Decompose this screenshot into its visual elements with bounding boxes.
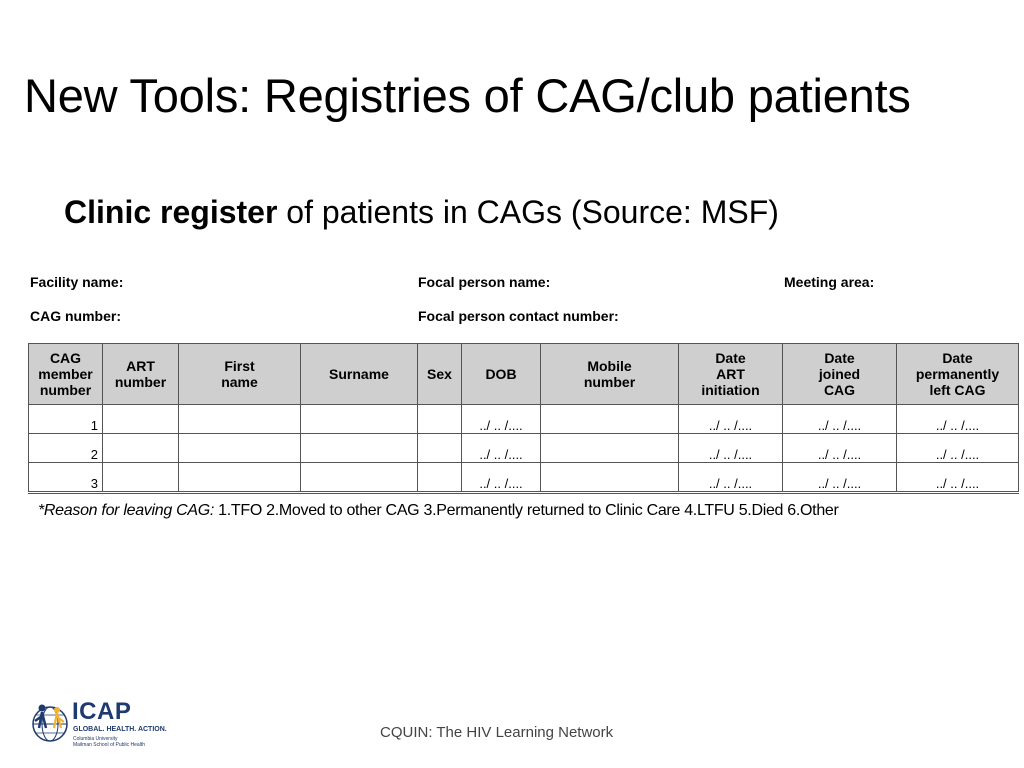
cag-number-label: CAG number: xyxy=(30,308,121,324)
header-line: Mobile xyxy=(587,358,632,374)
footnote-items: 1.TFO 2.Moved to other CAG 3.Permanently returned to Clinic Care 4.LTFU 5.Died 6.Other xyxy=(214,502,839,519)
col-first-name xyxy=(179,344,301,405)
col-date-left-cag xyxy=(897,344,1019,405)
table-cell xyxy=(301,463,418,493)
table-cell xyxy=(418,463,462,493)
header-line: joined xyxy=(818,366,861,382)
col-date-art-initiation xyxy=(679,344,783,405)
header-line: initiation xyxy=(701,382,760,398)
reason-footnote xyxy=(38,502,839,520)
header-line: number xyxy=(39,382,92,398)
row-number-cell: 2 xyxy=(29,434,103,463)
col-date-joined-cag xyxy=(783,344,897,405)
table-cell xyxy=(541,463,679,493)
header-line: CAG xyxy=(823,382,856,398)
header-line: Date xyxy=(715,350,746,366)
table-cell xyxy=(179,405,301,434)
table-cell xyxy=(418,434,462,463)
table-cell xyxy=(179,463,301,493)
table-row xyxy=(29,405,1019,434)
slide-title: New Tools: Registries of CAG/club patients xyxy=(24,69,911,122)
logo-name: ICAP xyxy=(72,698,132,725)
table-cell xyxy=(541,434,679,463)
subtitle-rest: of patients in CAGs (Source: MSF) xyxy=(277,194,779,230)
header-line: name xyxy=(221,374,258,390)
footer-text: CQUIN: The HIV Learning Network xyxy=(380,724,614,741)
table-cell xyxy=(179,434,301,463)
focal-person-contact-label: Focal person contact number: xyxy=(418,308,619,324)
col-surname xyxy=(301,344,418,405)
table-cell: ../ .. /.... xyxy=(897,405,1019,434)
table-cell: ../ .. /.... xyxy=(462,463,541,493)
col-mobile-number xyxy=(541,344,679,405)
subtitle-bold: Clinic register xyxy=(64,194,278,230)
table-cell xyxy=(103,405,179,434)
logo-line-1: Columbia University xyxy=(73,736,118,742)
header-line: member xyxy=(38,366,93,382)
footnote-label: *Reason for leaving CAG: xyxy=(38,502,215,519)
col-sex xyxy=(418,344,462,405)
row-number-cell: 3 xyxy=(29,463,103,493)
header-line: ART xyxy=(716,366,745,382)
table-cell: ../ .. /.... xyxy=(897,463,1019,493)
header-line: number xyxy=(583,374,636,390)
col-dob xyxy=(462,344,541,405)
header-line: ART xyxy=(126,358,155,374)
col-cag-member-number xyxy=(29,344,103,405)
table-cell: ../ .. /.... xyxy=(783,434,897,463)
facility-name-label: Facility name: xyxy=(30,274,124,290)
icap-logo xyxy=(30,698,170,750)
header-line: DOB xyxy=(485,366,517,382)
register-table xyxy=(28,343,1019,494)
header-line: Sex xyxy=(427,366,452,382)
logo-line-2: Mailman School of Public Health xyxy=(73,742,145,748)
header-line: permanently xyxy=(915,366,1000,382)
meta-row-2 xyxy=(28,302,1018,336)
table-cell xyxy=(301,434,418,463)
logo-tagline: GLOBAL. HEALTH. ACTION. xyxy=(73,726,167,733)
table-cell: ../ .. /.... xyxy=(679,405,783,434)
header-line: CAG xyxy=(49,350,82,366)
header-line: left CAG xyxy=(929,382,986,398)
header-line: number xyxy=(114,374,167,390)
header-line: Date xyxy=(942,350,973,366)
table-cell: ../ .. /.... xyxy=(462,405,541,434)
focal-person-name-label: Focal person name: xyxy=(418,274,551,290)
meeting-area-label: Meeting area: xyxy=(784,274,875,290)
table-row xyxy=(29,434,1019,463)
table-cell: ../ .. /.... xyxy=(462,434,541,463)
globe-figures-icon xyxy=(30,698,70,750)
row-number-cell: 1 xyxy=(29,405,103,434)
table-row xyxy=(29,463,1019,493)
table-cell: ../ .. /.... xyxy=(679,463,783,493)
table-cell xyxy=(301,405,418,434)
table-cell: ../ .. /.... xyxy=(679,434,783,463)
table-cell xyxy=(103,463,179,493)
table-cell xyxy=(541,405,679,434)
meta-row-1 xyxy=(28,268,1018,302)
table-cell xyxy=(418,405,462,434)
table-header-row xyxy=(29,344,1019,405)
header-line: Surname xyxy=(329,366,389,382)
col-art-number xyxy=(103,344,179,405)
slide-subtitle xyxy=(64,194,779,231)
table-cell xyxy=(103,434,179,463)
register-form xyxy=(28,268,1018,491)
header-line: Date xyxy=(824,350,855,366)
table-cell: ../ .. /.... xyxy=(783,463,897,493)
table-cell: ../ .. /.... xyxy=(897,434,1019,463)
table-cell: ../ .. /.... xyxy=(783,405,897,434)
header-line: First xyxy=(224,358,255,374)
